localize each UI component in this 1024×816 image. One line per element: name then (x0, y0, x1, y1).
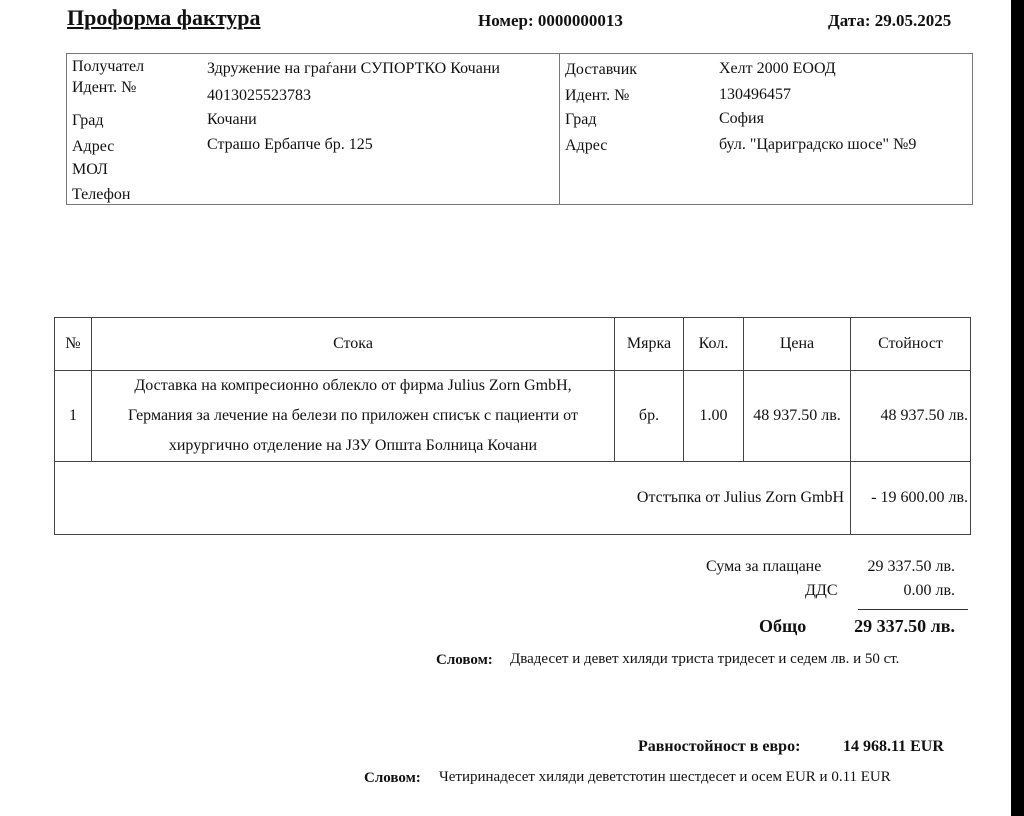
invoice-number: Номер: 0000000013 (478, 11, 623, 30)
eur-words-label: Словом: (364, 770, 421, 786)
supplier-address-label: Адрес (565, 137, 608, 154)
item-description-line2: Германия за лечение на белези по приложен списък с пациенти от (128, 407, 578, 424)
item-price: 48 937.50 лв. (744, 371, 851, 462)
col-header-goods: Стока (92, 318, 615, 371)
invoice-date: Дата: 29.05.2025 (828, 11, 952, 30)
recipient-id-label: Идент. № (72, 79, 137, 96)
supplier-address: бул. "Цариградско шосе" №9 (719, 136, 917, 153)
eur-label: Равностойност в евро: (638, 738, 801, 755)
recipient-label: Получател (72, 58, 145, 75)
item-description-line1: Доставка на компресионно облекло от фирма Julius Zorn GmbH, (134, 377, 572, 394)
recipient-name: Здружение на граѓани СУПОРТКО Кочани (207, 60, 500, 77)
col-header-value: Стойност (851, 318, 971, 371)
recipient-address: Страшо Ербапче бр. 125 (207, 136, 373, 153)
supplier-id-label: Идент. № (565, 87, 630, 104)
item-qty: 1.00 (684, 371, 744, 462)
payable-label: Сума за плащане (706, 558, 822, 575)
recipient-city-label: Град (72, 112, 104, 129)
item-value: 48 937.50 лв. (851, 371, 971, 462)
row-number: 1 (55, 371, 92, 462)
words-value: Двадесет и девет хиляди триста тридесет и седем лв. и 50 ст. (510, 651, 900, 667)
item-unit: бр. (615, 371, 684, 462)
parties-divider (559, 53, 560, 205)
vat-value: 0.00 лв. (903, 582, 955, 599)
eur-value: 14 968.11 EUR (843, 738, 944, 755)
col-header-no: № (55, 318, 92, 371)
document-title: Проформа фактура (67, 5, 261, 30)
discount-value: - 19 600.00 лв. (851, 462, 971, 535)
total-separator (858, 609, 968, 610)
recipient-address-label: Адрес (72, 138, 115, 155)
total-value: 29 337.50 лв. (854, 616, 955, 636)
recipient-city: Кочани (207, 111, 257, 128)
payable-value: 29 337.50 лв. (867, 558, 955, 575)
table-row (55, 371, 971, 462)
supplier-city-label: Град (565, 111, 597, 128)
item-description-line3: хирургично отделение на ЈЗУ Општа Болница Кочани (168, 437, 538, 454)
total-label: Общо (759, 616, 807, 636)
supplier-id: 130496457 (719, 86, 791, 103)
col-header-unit: Мярка (615, 318, 684, 371)
supplier-label: Доставчик (565, 61, 638, 78)
discount-label: Отстъпка от Julius Zorn GmbH (55, 462, 851, 535)
recipient-mol-label: МОЛ (72, 161, 108, 178)
supplier-city: София (719, 110, 764, 127)
table-header-row (55, 318, 971, 371)
vat-label: ДДС (805, 582, 838, 599)
recipient-phone-label: Телефон (72, 186, 131, 203)
words-label: Словом: (436, 652, 493, 668)
item-description (92, 371, 615, 462)
discount-row (55, 462, 971, 535)
supplier-name: Хелт 2000 ЕООД (719, 60, 836, 77)
col-header-qty: Кол. (684, 318, 744, 371)
recipient-id: 4013025523783 (207, 87, 311, 104)
col-header-price: Цена (744, 318, 851, 371)
items-table (54, 317, 971, 535)
parties-box (66, 53, 973, 205)
eur-words-value: Четиринадесет хиляди деветстотин шестдесет и осем EUR и 0.11 EUR (439, 769, 891, 785)
